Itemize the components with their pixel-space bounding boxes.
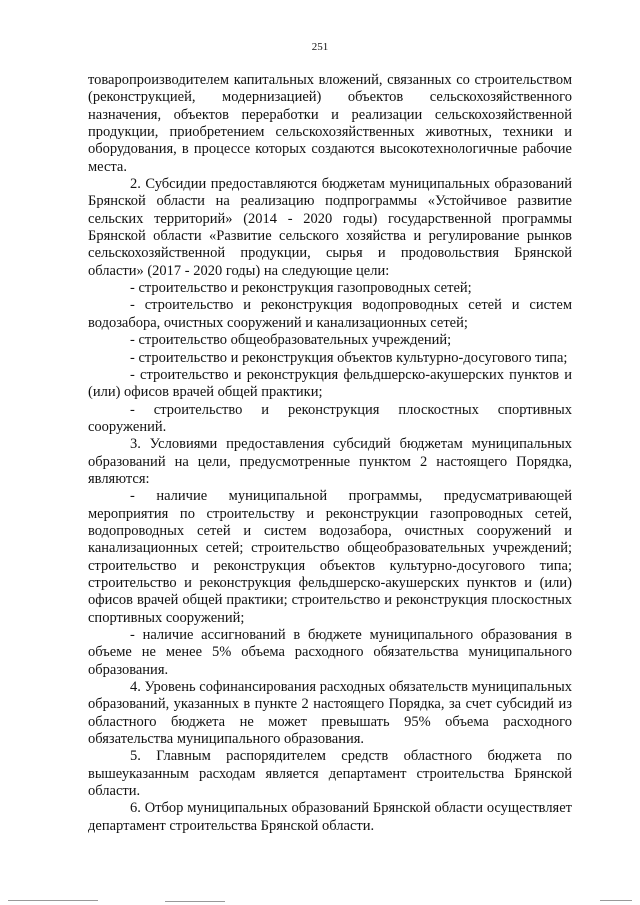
page-number: 251 [311,41,329,53]
list-item-schools: - строительство общеобразовательных учреждений; [130,332,452,349]
scan-edge-mark [8,900,98,901]
scan-edge-mark [600,900,632,901]
paragraph-item-6: 6. Отбор муниципальных образований Брянской области осуществляет департамент строительства Брянской области. [88,800,572,834]
paragraph-item-2: 2. Субсидии предоставляются бюджетам муниципальных образований Брянской области на реализацию подпрограммы «Устойчивое развитие сельских территорий» (2014 - 2020 годы) государственной программы Брянской области «Развитие сельского хозяйства и регулирование рынков сельскохозяйственной продукции, сырья и продовольствия Брянской области» (2017 - 2020 годы) на следующие цели: [88,176,572,279]
condition-municipal-program: - наличие муниципальной программы, предусматривающей мероприятия по строительству и реконструкции газопроводных сетей, водопроводных сетей и систем водозабора, очистных сооружений и канализационных сетей; строительство общеобразовательных учреждений; строительство и реконструкция объектов культурно-досугового типа; строительство и реконструкция фельдшерско-акушерских пунктов и (или) офисов врачей общей практики; строительство и реконструкция плоскостных спортивных сооружений; [88,488,572,626]
paragraph-continuation: товаропроизводителем капитальных вложений, связанных со строительством (реконструкцией, модернизацией) объектов сельскохозяйственного назначения, объектов переработки и реализации сельскохозяйственной продукции, приобретением сельскохозяйственных животных, техники и оборудования, в процессе которых создаются высокотехнологичные рабочие места. [88,72,572,175]
paragraph-item-4: 4. Уровень софинансирования расходных обязательств муниципальных образований, указанных в пункте 2 настоящего Порядка, за счет субсидий из областного бюджета не может превышать 95% объема расходного обязательства муниципального образования. [88,679,572,748]
paragraph-item-3: 3. Условиями предоставления субсидий бюджетам муниципальных образований на цели, предусмотренные пунктом 2 настоящего Порядка, являются: [88,436,572,487]
paragraph-item-5: 5. Главным распорядителем средств областного бюджета по вышеуказанным расходам является департамент строительства Брянской области. [88,748,572,800]
list-item-gas-networks: - строительство и реконструкция газопроводных сетей; [130,280,472,297]
list-item-medical-points: - строительство и реконструкция фельдшерско-акушерских пунктов и (или) офисов врачей общей практики; [88,366,572,401]
list-item-sports-facilities: - строительство и реконструкция плоскостных спортивных сооружений. [88,401,572,435]
list-item-cultural-objects: - строительство и реконструкция объектов культурно-досугового типа; [130,349,568,366]
list-item-water-networks: - строительство и реконструкция водопроводных сетей и систем водозабора, очистных сооружений и канализационных сетей; [88,297,572,331]
condition-budget-allocations: - наличие ассигнований в бюджете муниципального образования в объеме не менее 5% объема расходного обязательства муниципального образования. [88,627,572,678]
document-body [88,72,572,835]
scan-edge-mark [165,901,225,902]
